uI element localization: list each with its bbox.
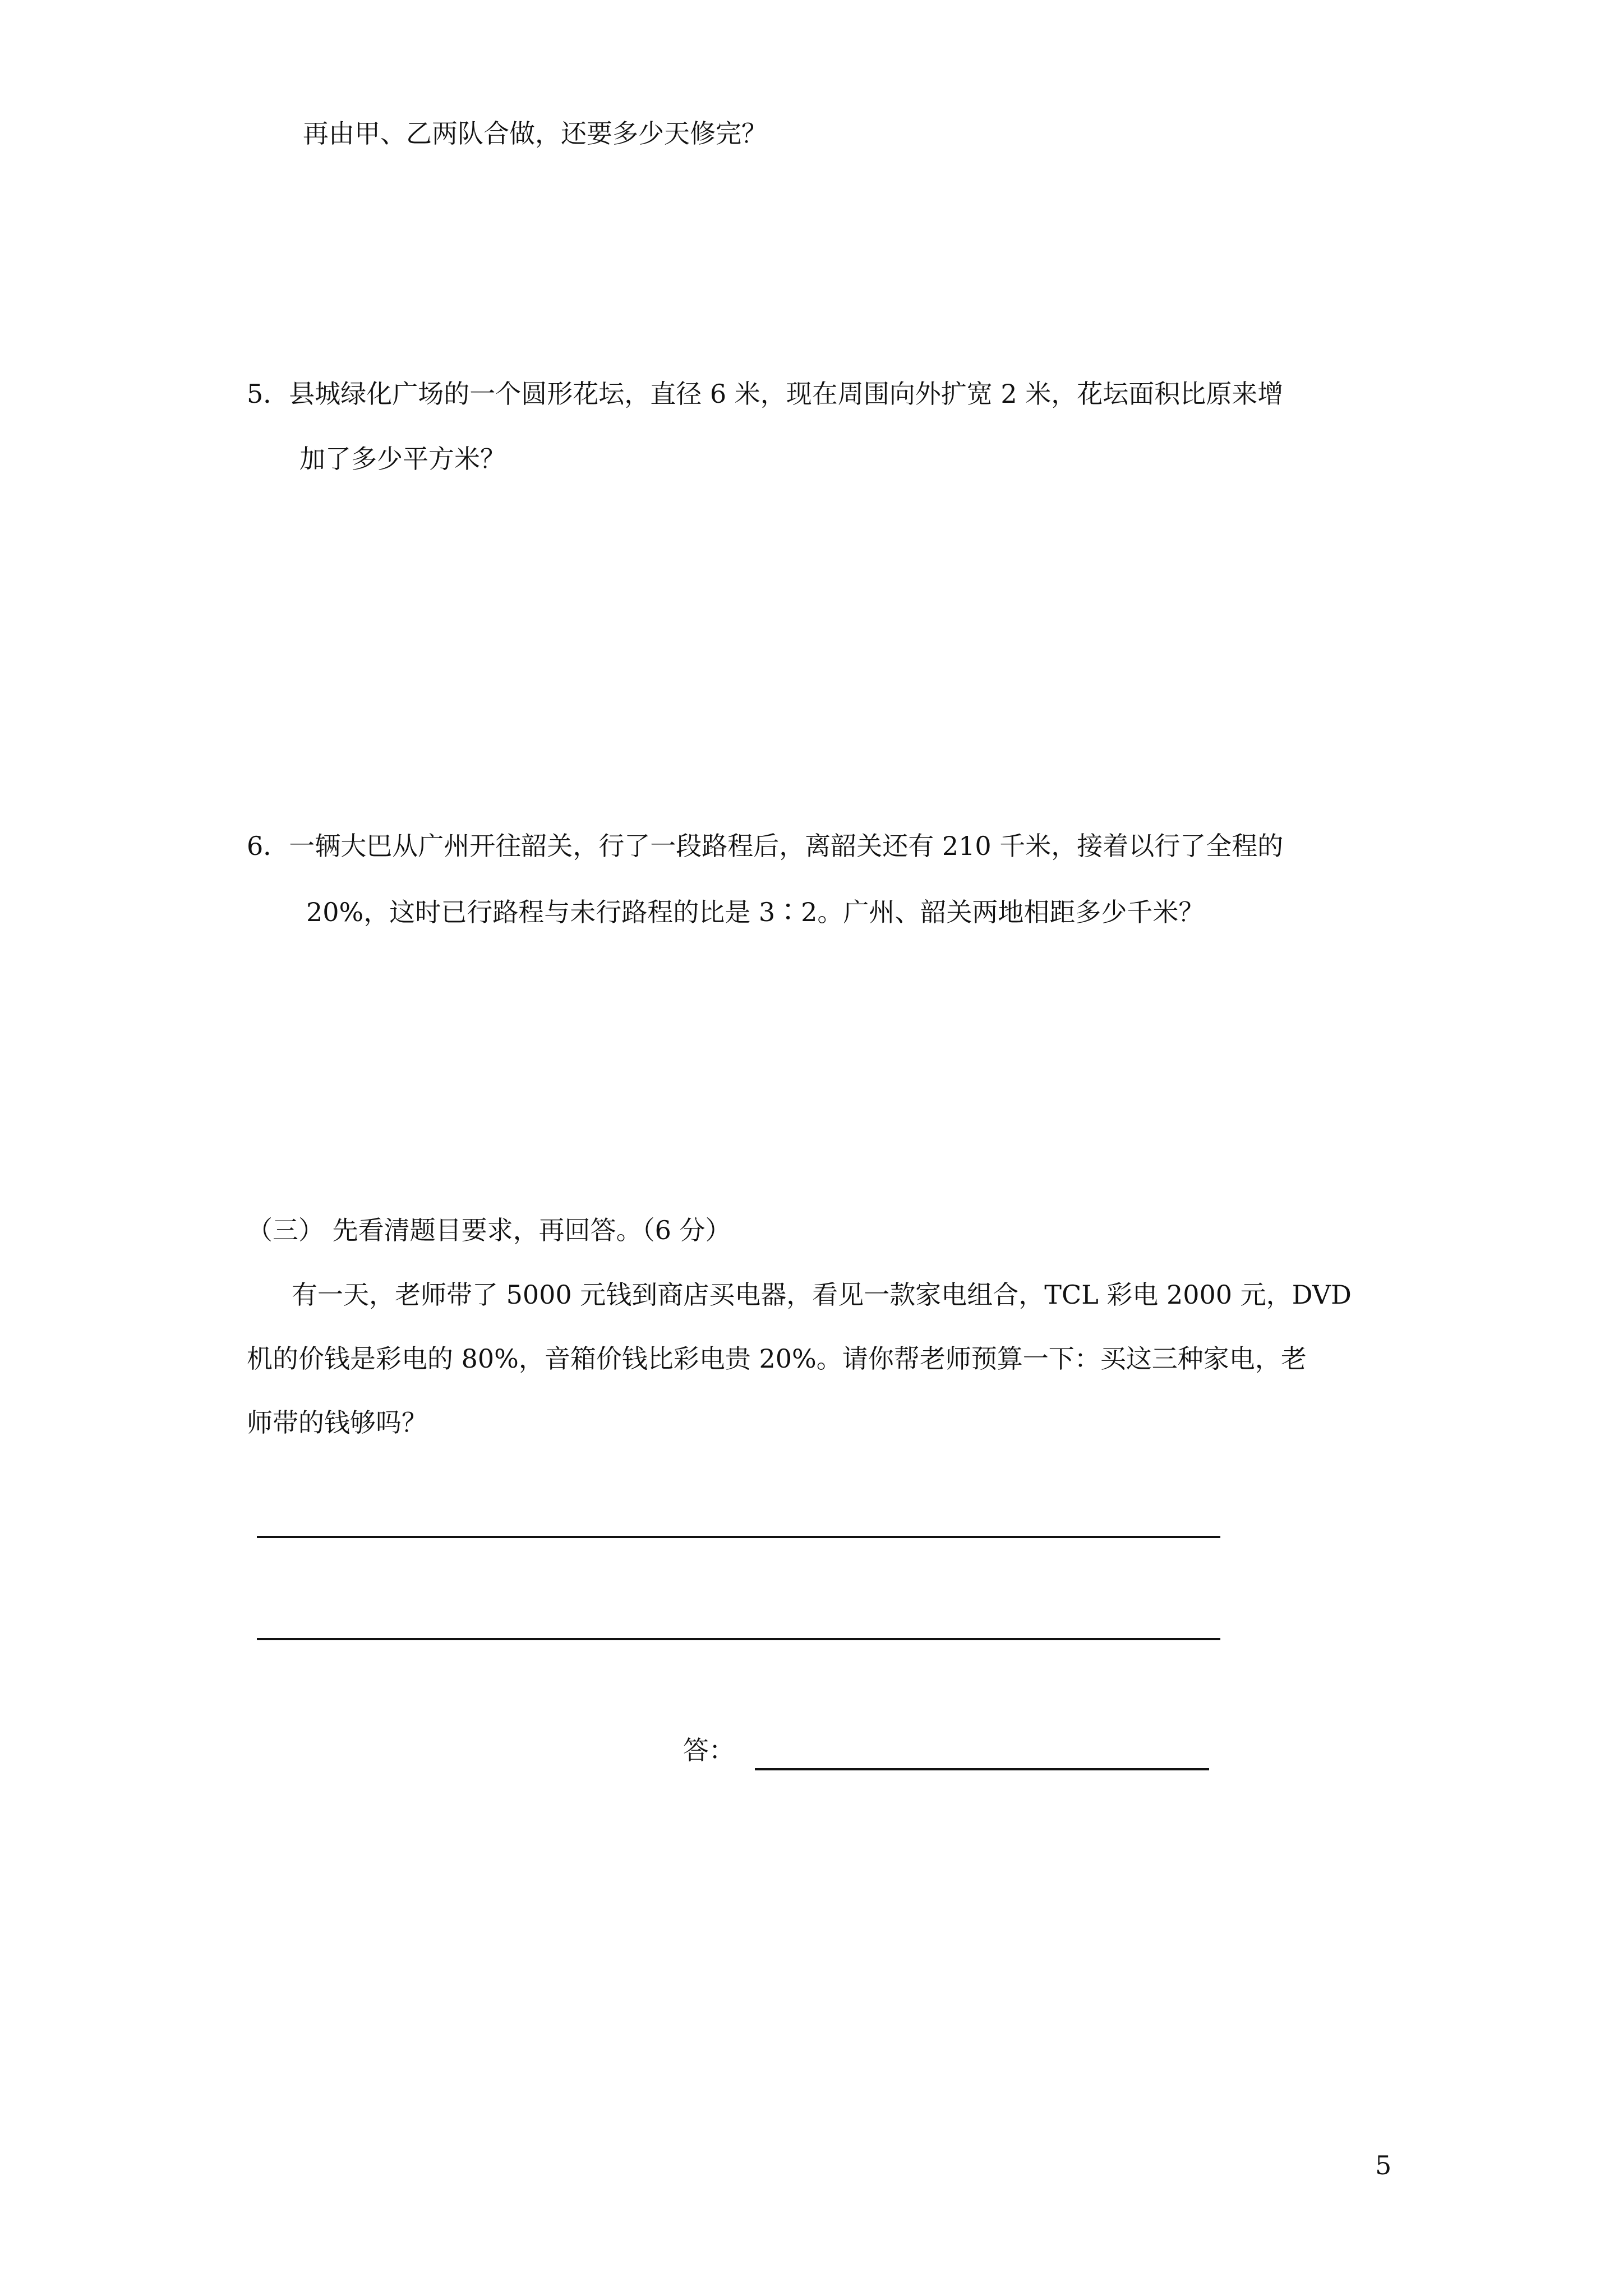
page-number: 5 (1375, 2150, 1392, 2180)
section-3-paragraph-line-3: 师带的钱够吗？ (247, 1407, 427, 1438)
question-5-line-2: 加了多少平方米？ (299, 444, 506, 474)
question-5-line-1: 5．县城绿化广场的一个圆形花坛，直径 6 米，现在周围向外扩宽 2 米，花坛面积比原来增 (247, 379, 1284, 409)
section-3-paragraph-line-1: 有一天，老师带了 5000 元钱到商店买电器，看见一款家电组合，TCL 彩电 2000 元，DVD (292, 1280, 1352, 1310)
work-line-2 (257, 1638, 1220, 1640)
question-6-line-1: 6．一辆大巴从广州开往韶关，行了一段路程后，离韶关还有 210 千米，接着以行了全程的 (247, 831, 1284, 861)
answer-blank-line[interactable] (755, 1768, 1209, 1770)
answer-label: 答： (683, 1735, 735, 1765)
section-3-heading: （三） 先看清题目要求，再回答。（6 分） (247, 1215, 731, 1245)
section-3-paragraph-line-2: 机的价钱是彩电的 80%，音箱价钱比彩电贵 20%。请你帮老师预算一下：买这三种家电，老 (247, 1343, 1307, 1374)
question-6-line-2: 20%，这时已行路程与未行路程的比是 3∶2。广州、韶关两地相距多少千米？ (306, 897, 1205, 927)
question-4-continuation: 再由甲、乙两队合做，还要多少天修完？ (303, 118, 767, 149)
work-line-1 (257, 1536, 1220, 1538)
